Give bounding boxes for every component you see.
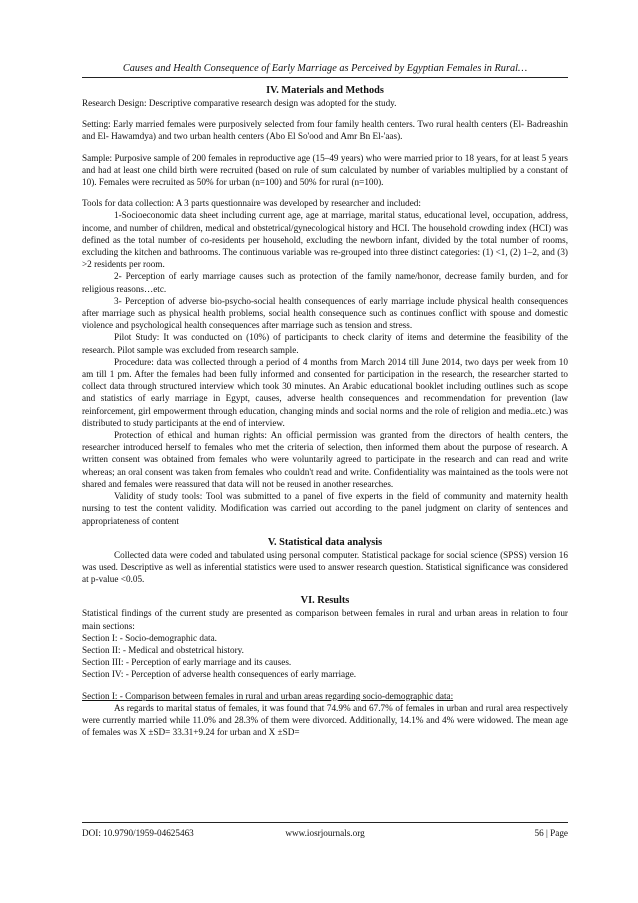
statistics-paragraph: Collected data were coded and tabulated using personal computer. Statistical package for social science (SPSS) version 16 was used. Descriptive as well as inferential statistics were used to answer research question. Statistical significance was considered at p-value <0.05. <box>82 549 568 585</box>
journal-website: www.iosrjournals.org <box>285 828 365 838</box>
ethics-paragraph: Protection of ethical and human rights: An official permission was granted from the directors of health centers, the researcher introduced herself to females who met the criteria of selection, then informed them about the purpose of research. A written consent was obtained from females who were voluntarily agreed to participate in the research and can read and write whereas; an oral consent was taken from females who couldn't read and write. Confidentiality was maintained as the tools were not shared and females were reassured that data will not be reused in another researches. <box>82 430 568 489</box>
article-body <box>82 84 568 738</box>
sample-paragraph: Sample: Purposive sample of 200 females in reproductive age (15–49 years) who were married prior to 18 years, for at least 5 years and had at least one child birth were recruited (based on rule of sum calculated by number of variables multiplied by a constant of 10). Females were recruited as 50% for urban (n=100) and 50% for rural (n=100). <box>82 152 568 188</box>
results-section-list-item: Section IV: - Perception of adverse health consequences of early marriage. <box>82 669 357 680</box>
running-header: Causes and Health Consequence of Early Marriage as Perceived by Egyptian Females in Rural… <box>122 63 528 74</box>
marital-status-paragraph: As regards to marital status of females, it was found that 74.9% and 67.7% of females in urban and rural area respectively were currently married while 11.0% and 28.3% of them were divorced. Additionally, 14.1% and 4% were widowed. The mean age of females was X ±SD= 33.31+9.24 for urban and X ±SD= <box>82 702 568 738</box>
tool1-paragraph: 1-Socioeconomic data sheet including current age, age at marriage, marital status, educational level, occupation, address, income, and number of children, medical and obstetrical/gynecological history and HCI. The household crowding index (HCI) was defined as the total number of co-residents per household, excluding the newborn infant, divided by the total number of rooms, excluding the kitchen and bathrooms. The continuous variable was re-grouped into three distinct categories: (1) <1, (2) 1–2, and (3) >2 residents per room. <box>82 210 568 270</box>
pilot-study-paragraph: Pilot Study: It was conducted on (10%) of participants to check clarity of items and determine the feasibility of the research. Pilot sample was excluded from research sample. <box>82 332 568 355</box>
section-heading-materials-methods: IV. Materials and Methods <box>266 85 384 96</box>
results-section-list-item: Section III: - Perception of early marriage and its causes. <box>82 657 292 668</box>
results-section-list-item: Section II: - Medical and obstetrical history. <box>82 644 244 655</box>
doi-text: DOI: 10.9790/1959-04625463 <box>82 828 194 838</box>
tool3-paragraph: 3- Perception of adverse bio-psycho-social health consequences of early marriage include physical health consequences after marriage such as physical health problems, social health consequence such as continues conflict with spouse and domestic violence and psychological health consequences after marriage such as tension and stress. <box>82 295 568 331</box>
results-subsection-heading: Section I: - Comparison between females in rural and urban areas regarding socio-demographic data: <box>82 690 454 701</box>
results-section-list-item: Section I: - Socio-demographic data. <box>82 632 217 643</box>
setting-paragraph: Setting: Early married females were purposively selected from four family health centers. Two rural health centers (El- Badreashin and El- Hawamdya) and two urban health centers (Abo El So'ood and Amr Bn El-'aas). <box>82 119 568 142</box>
tools-intro-paragraph: Tools for data collection: A 3 parts questionnaire was developed by researcher and included: <box>82 198 421 209</box>
header-rule <box>82 77 568 78</box>
footer-rule <box>82 822 568 823</box>
validity-paragraph: Validity of study tools: Tool was submitted to a panel of five experts in the field of community and maternity health nursing to test the content validity. Modification was carried out according to the panel judgment on clarity of sentences and appropriateness of content <box>82 491 568 526</box>
procedure-paragraph: Procedure: data was collected through a period of 4 months from March 2014 till June 2014, two days per week from 10 am till 1 pm. After the females had been fully informed and consented for participation in the research, the researcher started to collect data through structured interview which took 30 minutes. An Arabic educational booklet including outlines such as scope and statistics of early marriage in Egypt, causes, adverse health consequences and recommendation for prevention (law reinforcement, girl empowerment through education, changing minds and social norms and the role of religion and media..etc.) was distributed to study participants at the end of interview. <box>82 356 568 428</box>
research-design-paragraph: Research Design: Descriptive comparative research design was adopted for the study. <box>82 98 397 108</box>
results-intro-paragraph: Statistical findings of the current study are presented as comparison between females in rural and urban areas in relation to four main sections: <box>82 608 568 631</box>
tool2-paragraph: 2- Perception of early marriage causes such as protection of the family name/honor, decrease family burden, and for religious reasons…etc. <box>82 271 568 294</box>
section-heading-statistical-analysis: V. Statistical data analysis <box>267 536 383 548</box>
page-number: 56 | Page <box>534 828 568 838</box>
section-heading-results: VI. Results <box>300 595 350 607</box>
